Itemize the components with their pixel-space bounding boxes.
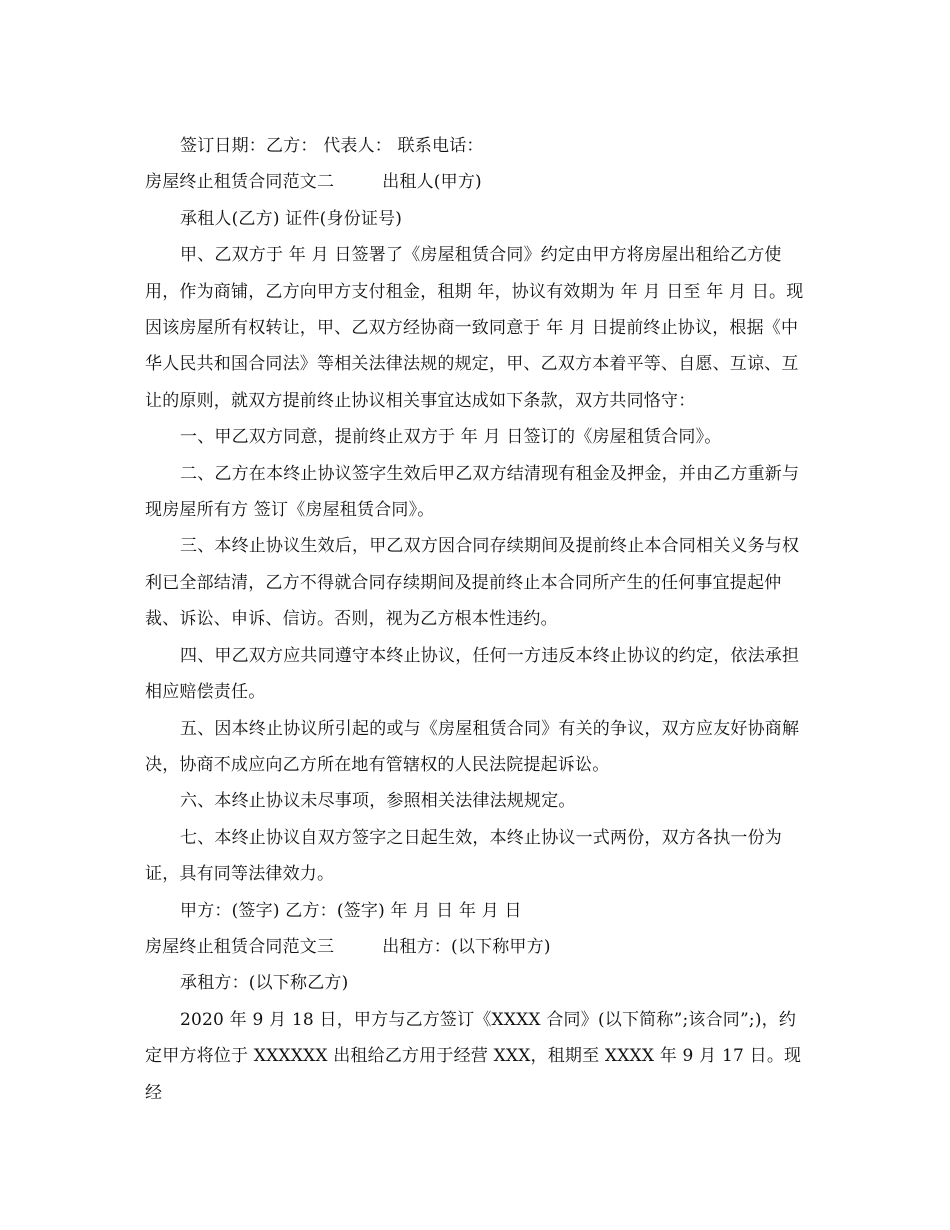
clause-three: 三、本终止协议生效后，甲乙双方因合同存续期间及提前终止本合同相关义务与权利已全部结清，乙方不得就合同存续期间及提前终止本合同所产生的任何事宜提起仲裁、诉讼、申诉、信访。否则，视为乙方根本性违约。	[145, 536, 800, 630]
signature-line: 甲方：(签字) 乙方：(签字) 年 月 日 年 月 日	[180, 900, 522, 921]
section-title-three: 房屋终止租赁合同范文三	[145, 936, 335, 957]
clause-six: 六、本终止协议未尽事项，参照相关法律法规规定。	[180, 791, 576, 812]
clause-one: 一、甲乙双方同意，提前终止双方于 年 月 日签订的《房屋租赁合同》。	[180, 427, 722, 448]
signing-info-line: 签订日期：乙方： 代表人： 联系电话：	[180, 136, 484, 156]
paragraph-preamble: 甲、乙双方于 年 月 日签署了《房屋租赁合同》约定由甲方将房屋出租给乙方使用，作为商铺，乙方向甲方支付租金，租期 年，协议有效期为 年 月 日至 年 月 日。现因该房屋所有权转让，甲、乙双方经协商一致同意于 年 月 日提前终止协议，根据《中华人民共和国合同法》等相关法律法规的规定，甲、乙双方本着平等、自愿、互谅、互让的原则，就双方提前终止协议相关事宜达成如下条款，双方共同恪守：	[145, 245, 804, 411]
clause-four: 四、甲乙双方应共同遵守本终止协议，任何一方违反本终止协议的约定，依法承担相应赔偿责任。	[145, 645, 800, 703]
paragraph-contract-background: 2020 年 9 月 18 日，甲方与乙方签订《XXXX 合同》(以下简称”;该合同”;)，约定甲方将位于 XXXXXX 出租给乙方用于经营 XXX，租期至 XXXX 年 9 月 17 日。现经	[145, 1009, 802, 1103]
section-heading-three	[145, 929, 805, 965]
section-heading-two	[145, 164, 805, 200]
document-body	[145, 128, 805, 1111]
section-title-two: 房屋终止租赁合同范文二	[145, 172, 335, 193]
lessee-id-line: 承租人(乙方) 证件(身份证号)	[180, 208, 403, 229]
lessee-label-three: 承租方：(以下称乙方)	[180, 973, 349, 994]
lessor-label-two: 出租人(甲方)	[382, 172, 482, 193]
clause-seven: 七、本终止协议自双方签字之日起生效，本终止协议一式两份，双方各执一份为证，具有同等法律效力。	[145, 827, 782, 885]
clause-two: 二、乙方在本终止协议签字生效后甲乙双方结清现有租金及押金，并由乙方重新与现房屋所有方 签订《房屋租赁合同》。	[145, 463, 800, 521]
lessor-label-three: 出租方：(以下称甲方)	[382, 936, 551, 957]
clause-five: 五、因本终止协议所引起的或与《房屋租赁合同》有关的争议，双方应友好协商解决，协商不成应向乙方所在地有管辖权的人民法院提起诉讼。	[145, 718, 800, 775]
